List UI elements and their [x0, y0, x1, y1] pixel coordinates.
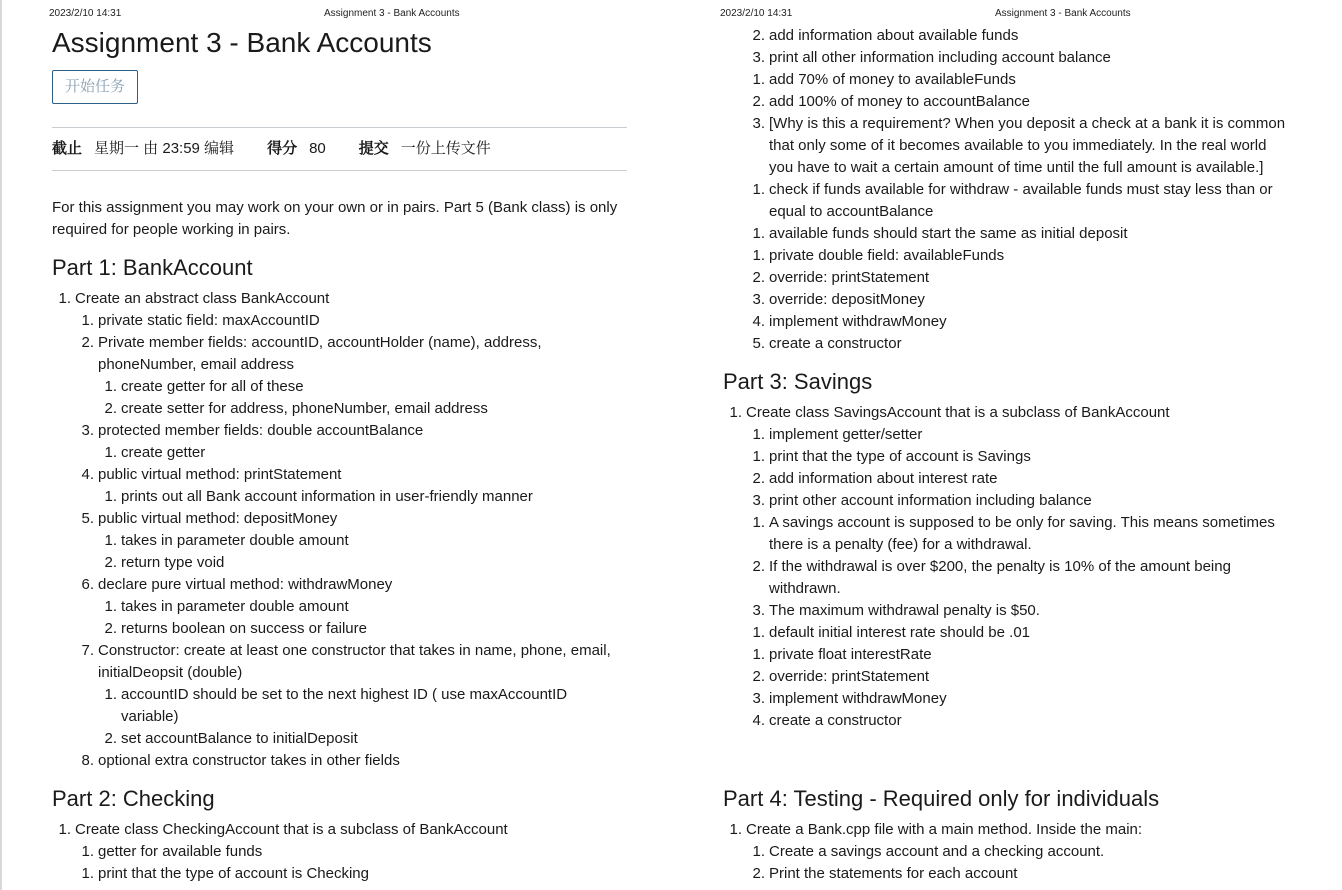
list-item: 1. Create class CheckingAccount that is a subclass of BankAccount — [58, 821, 508, 838]
list-item: 2. add information about available funds — [752, 27, 1019, 44]
list-item: 2. override: printStatement — [752, 269, 930, 286]
due-label: 截止 — [52, 140, 83, 157]
list-item: 1. prints out all Bank account information in user-friendly manner — [104, 488, 533, 505]
part2-heading: Part 2: Checking — [52, 786, 215, 811]
list-item: 6. declare pure virtual method: withdrawMoney — [81, 576, 393, 593]
list-item: 2. override: printStatement — [752, 668, 930, 685]
list-item: 1. implement getter/setter — [752, 426, 923, 443]
assignment-meta — [52, 128, 627, 170]
list-item: 8. optional extra constructor takes in other fields — [81, 752, 400, 769]
divider — [52, 170, 627, 171]
part3-heading: Part 3: Savings — [723, 369, 873, 394]
list-item: 1. Create an abstract class BankAccount — [58, 290, 330, 307]
list-item: 4. public virtual method: printStatement — [81, 466, 342, 483]
list-item: 1. create getter for all of these — [104, 378, 304, 395]
list-item: 1. Create a savings account and a checking account. — [752, 843, 1105, 860]
list-item: 1. Create class SavingsAccount that is a subclass of BankAccount — [729, 404, 1170, 421]
list-item: 2. set accountBalance to initialDeposit — [104, 730, 358, 747]
list-item: 3. [Why is this a requirement? When you deposit a check at a bank it is common that only some of it becomes available to you immediately. In the real world you have to wait a certain amount of time until the full amount is available.] — [752, 115, 1286, 176]
part1-heading: Part 1: BankAccount — [52, 255, 253, 280]
intro-paragraph: For this assignment you may work on your own or in pairs. Part 5 (Bank class) is only required for people working in pairs. — [52, 199, 618, 238]
list-item: 1. print that the type of account is Checking — [81, 865, 369, 882]
list-item: 1. print that the type of account is Savings — [752, 448, 1031, 465]
list-item: 2. If the withdrawal is over $200, the penalty is 10% of the amount being withdrawn. — [752, 558, 1231, 597]
page-header-date: 2023/2/10 14:31 — [720, 8, 793, 19]
list-item: 1. A savings account is supposed to be only for saving. This means sometimes there is a penalty (fee) for a withdrawal. — [752, 514, 1275, 553]
list-item: 3. implement withdrawMoney — [752, 690, 947, 707]
due-value: 星期一 由 23:59 编辑 — [94, 140, 235, 157]
list-item: 1. private static field: maxAccountID — [81, 312, 320, 329]
list-item: 2. Private member fields: accountID, accountHolder (name), address, phoneNumber, email address — [81, 334, 542, 373]
list-item: 1. private float interestRate — [752, 646, 932, 663]
list-item: 2. add 100% of money to accountBalance — [752, 93, 1031, 110]
list-item: 1. takes in parameter double amount — [104, 598, 349, 615]
list-item: 1. private double field: availableFunds — [752, 247, 1005, 264]
list-item: 1. Create a Bank.cpp file with a main method. Inside the main: — [729, 821, 1143, 838]
list-item: 4. implement withdrawMoney — [752, 313, 947, 330]
list-item: 1. available funds should start the same as initial deposit — [752, 225, 1128, 242]
list-item: 2. returns boolean on success or failure — [104, 620, 367, 637]
submit-label: 提交 — [358, 140, 389, 157]
points-label: 得分 — [267, 140, 298, 157]
submit-value: 一份上传文件 — [400, 140, 491, 157]
list-item: 1. default initial interest rate should be .01 — [752, 624, 1030, 641]
list-item: 1. takes in parameter double amount — [104, 532, 349, 549]
list-item: 3. override: depositMoney — [752, 291, 925, 308]
list-item: 2. Print the statements for each account — [752, 865, 1018, 882]
page-header-date: 2023/2/10 14:31 — [49, 8, 122, 19]
start-assignment-button[interactable]: 开始任务 — [52, 70, 138, 104]
list-item: 3. protected member fields: double accountBalance — [81, 422, 424, 439]
page-title: Assignment 3 - Bank Accounts — [52, 27, 432, 58]
list-item: 3. print all other information including account balance — [752, 49, 1111, 66]
part2-list — [52, 819, 627, 885]
pdf-page-2 — [671, 0, 1342, 890]
part1-list — [52, 288, 627, 772]
list-item: 1. getter for available funds — [81, 843, 263, 860]
page-1-content — [52, 25, 627, 885]
part2-list-continued — [723, 25, 1293, 355]
page-header-title: Assignment 3 - Bank Accounts — [995, 8, 1131, 19]
page-2-content — [723, 25, 1293, 885]
part4-heading: Part 4: Testing - Required only for individuals — [723, 786, 1160, 811]
part4-list — [723, 819, 1293, 885]
list-item: 2. add information about interest rate — [752, 470, 998, 487]
list-item: 3. The maximum withdrawal penalty is $50. — [752, 602, 1040, 619]
list-item: 2. create setter for address, phoneNumber, email address — [104, 400, 488, 417]
list-item: 1. create getter — [104, 444, 206, 461]
list-item: 1. check if funds available for withdraw - available funds must stay less than or equal to accountBalance — [752, 181, 1273, 220]
list-item: 2. return type void — [104, 554, 225, 571]
list-item: 1. accountID should be set to the next highest ID ( use maxAccountID variable) — [104, 686, 568, 725]
points-value: 80 — [309, 140, 326, 157]
list-item: 4. create a constructor — [752, 712, 902, 729]
page-header-title: Assignment 3 - Bank Accounts — [324, 8, 460, 19]
list-item: 3. print other account information including balance — [752, 492, 1092, 509]
list-item: 1. add 70% of money to availableFunds — [752, 71, 1016, 88]
list-item: 7. Constructor: create at least one constructor that takes in name, phone, email, initialDeopsit (double) — [81, 642, 611, 681]
part3-list — [723, 402, 1293, 732]
list-item: 5. public virtual method: depositMoney — [81, 510, 338, 527]
list-item: 5. create a constructor — [752, 335, 902, 352]
